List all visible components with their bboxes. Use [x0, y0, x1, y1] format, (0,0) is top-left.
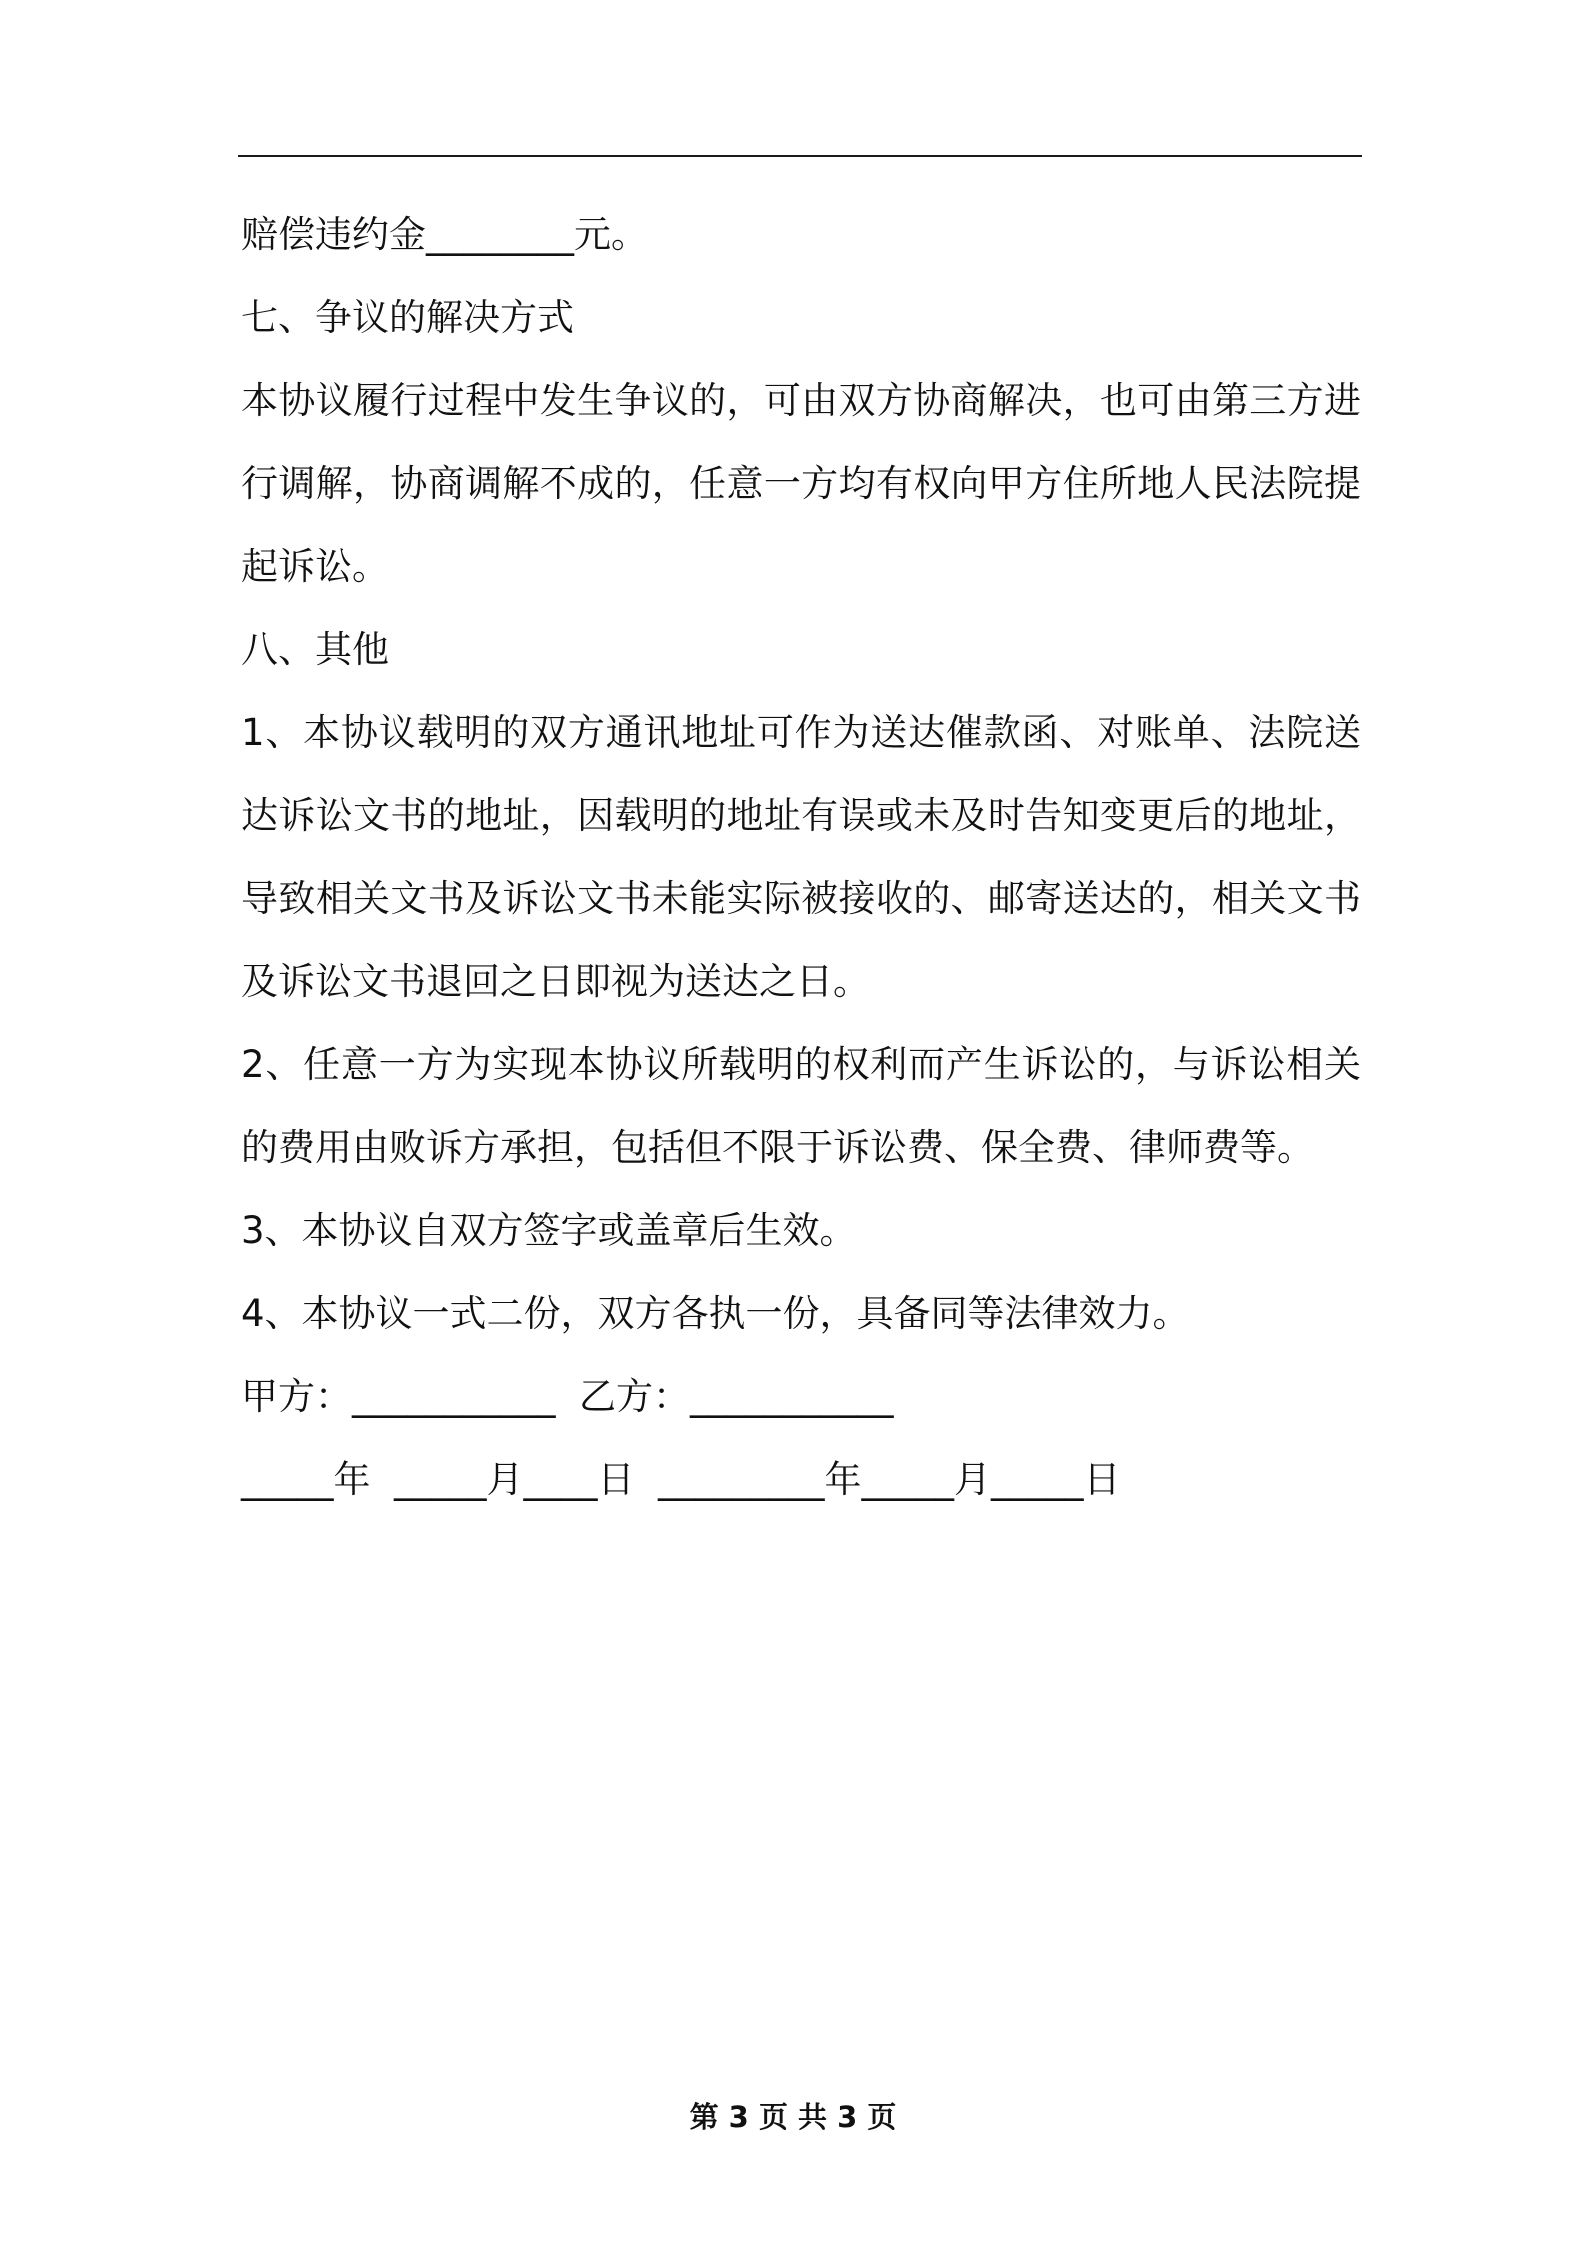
section-heading-other: 八、其他 [241, 628, 389, 671]
paragraph-line: 4、本协议一式二份，双方各执一份，具备同等法律效力。 [241, 1292, 1190, 1335]
date-line: _____年 _____月____日 _________年_____月_____日 [241, 1458, 1121, 1501]
paragraph-line: 行调解，协商调解不成的，任意一方均有权向甲方住所地人民法院提 [241, 462, 1361, 505]
signature-line: 甲方：___________ 乙方：___________ [241, 1375, 894, 1418]
paragraph-line: 1、本协议载明的双方通讯地址可作为送达催款函、对账单、法院送 [241, 711, 1361, 754]
paragraph-line: 导致相关文书及诉讼文书未能实际被接收的、邮寄送达的，相关文书 [241, 877, 1361, 920]
penalty-line: 赔偿违约金________元。 [241, 213, 648, 256]
paragraph-line: 的费用由败诉方承担，包括但不限于诉讼费、保全费、律师费等。 [241, 1126, 1314, 1169]
document-body [241, 193, 1361, 1521]
paragraph-line: 本协议履行过程中发生争议的，可由双方协商解决，也可由第三方进 [241, 379, 1361, 422]
paragraph-line: 达诉讼文书的地址，因载明的地址有误或未及时告知变更后的地址， [241, 794, 1361, 837]
header-rule [238, 155, 1362, 157]
paragraph-line: 及诉讼文书退回之日即视为送达之日。 [241, 960, 870, 1003]
paragraph-line: 3、本协议自双方签字或盖章后生效。 [241, 1209, 857, 1252]
page-number: 第 3 页 共 3 页 [689, 2100, 897, 2134]
paragraph-line: 2、任意一方为实现本协议所载明的权利而产生诉讼的，与诉讼相关 [241, 1043, 1361, 1086]
paragraph-line: 起诉讼。 [241, 545, 389, 588]
section-heading-dispute: 七、争议的解决方式 [241, 296, 574, 339]
